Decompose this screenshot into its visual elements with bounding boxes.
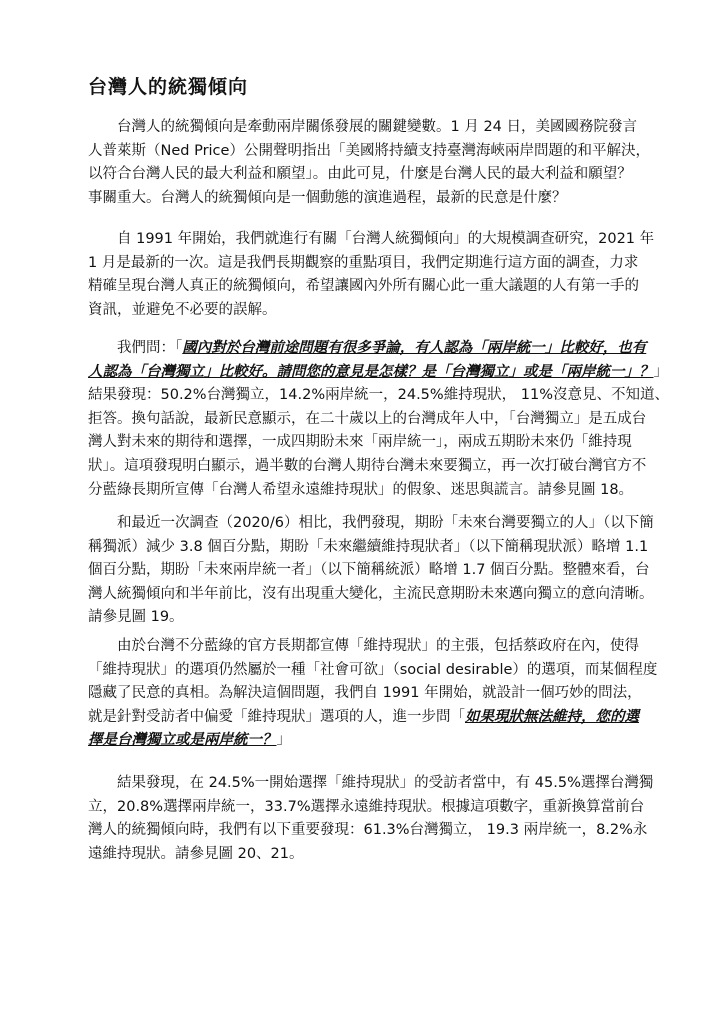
text-line: 隱藏了民意的真相。為解決這個問題，我們自 1991 年開始，就設計一個巧妙的問法， xyxy=(88,685,642,702)
text-line: 立，20.8%選擇兩岸統一，33.7%選擇永遠維持現狀。根據這項數字，重新換算當前台 xyxy=(88,798,645,815)
text-line xyxy=(88,729,648,753)
text-line: 資訊，並避免不必要的誤解。 xyxy=(88,301,277,318)
follow-up-question-emphasis: 如果現狀無法維持，您的選 xyxy=(465,708,639,725)
text-line: 灣人的統獨傾向時，我們有以下重要發現：61.3%台灣獨立， 19.3 兩岸統一，8.2%永 xyxy=(88,822,648,839)
text-fragment: 」 xyxy=(653,363,668,380)
text-fragment: 」 xyxy=(276,732,291,749)
paragraph-methodology xyxy=(88,635,658,753)
text-line: 灣人對未來的期待和選擇，一成四期盼未來「兩岸統一」，兩成五期盼未來仍「維持現 xyxy=(88,434,632,451)
text-line: 自 1991 年開始，我們就進行有關「台灣人統獨傾向」的大規模調查研究，2021 年 xyxy=(88,231,655,247)
survey-question-emphasis: 人認為「台灣獨立」比較好。請問您的意見是怎樣？是「台灣獨立」或是「兩岸統一」？ xyxy=(88,363,654,380)
paragraph-comparison xyxy=(88,512,654,630)
text-line: 結果發現，在 24.5%一開始選擇「維持現狀」的受訪者當中，有 45.5%選擇台灣獨 xyxy=(88,775,654,791)
text-line: 1 月是最新的一次。這是我們長期觀察的重點項目，我們定期進行這方面的調查，力求 xyxy=(88,254,639,271)
text-line: 狀」。這項發現明白顯示，過半數的台灣人期待台灣未來要獨立，再一次打破台灣官方不 xyxy=(88,457,647,474)
text-line: 分藍綠長期所宣傳「台灣人希望永遠維持現狀」的假象、迷思與謊言。請參見圖 18。 xyxy=(88,481,634,498)
text-line: 稱獨派）減少 3.8 個百分點，期盼「未來繼續維持現狀者」（以下簡稱現狀派）略增 1.1 xyxy=(88,538,649,555)
text-line: 拒答。換句話說，最新民意顯示，在二十歲以上的台灣成年人中，「台灣獨立」是五成台 xyxy=(88,410,647,427)
paragraph-intro xyxy=(88,116,648,210)
text-line: 個百分點，期盼「未來兩岸統一者」（以下簡稱統派）略增 1.7 個百分點。整體來看，台 xyxy=(88,562,650,579)
text-line xyxy=(88,337,648,361)
text-line: 「維持現狀」的選項仍然屬於一種「社會可欲」（social desirable）的選項，而某個程度 xyxy=(88,661,658,678)
text-line: 請參見圖 19。 xyxy=(88,609,184,626)
text-line xyxy=(88,361,668,385)
paragraph-survey-history xyxy=(88,228,655,322)
follow-up-question-emphasis: 擇是台灣獨立或是兩岸統一？ xyxy=(88,732,277,749)
text-line: 遠維持現狀。請參見圖 20、21。 xyxy=(88,845,304,862)
page-title: 台灣人的統獨傾向 xyxy=(88,76,249,98)
text-line: 灣人統獨傾向和半年前比，沒有出現重大變化，主流民意期盼未來邁向獨立的意向清晰。 xyxy=(88,585,654,602)
text-line: 精確呈現台灣人真正的統獨傾向，希望讓國內外所有關心此一重大議題的人有第一手的 xyxy=(88,278,639,295)
text-line xyxy=(88,706,648,730)
text-fragment: 就是針對受訪者中偏愛「維持現狀」選項的人，進一步問「 xyxy=(88,708,465,725)
survey-question-emphasis: 國內對於台灣前途問題有很多爭論，有人認為「兩岸統一」比較好，也有 xyxy=(182,340,647,356)
paragraph-question-results xyxy=(88,337,670,502)
text-line: 台灣人的統獨傾向是牽動兩岸關係發展的關鍵變數。1 月 24 日，美國國務院發言 xyxy=(88,119,638,135)
text-line: 事關重大。台灣人的統獨傾向是一個動態的演進過程，最新的民意是什麼？ xyxy=(88,189,567,206)
text-line: 以符合台灣人民的最大利益和願望」。由此可見，什麼是台灣人民的最大利益和願望？ xyxy=(88,166,632,183)
text-fragment: 我們問：「 xyxy=(88,340,183,356)
text-line: 結果發現：50.2%台灣獨立，14.2%兩岸統一，24.5%維持現狀， 11%沒意見、不知道、 xyxy=(88,387,670,404)
text-line: 人普萊斯（Ned Price）公開聲明指出「美國將持續支持臺灣海峽兩岸問題的和平解決， xyxy=(88,142,650,159)
text-line: 由於台灣不分藍綠的官方長期都宣傳「維持現狀」的主張，包括蔡政府在內，使得 xyxy=(88,638,639,654)
paragraph-final-results xyxy=(88,772,654,866)
text-line: 和最近一次調查（2020/6）相比，我們發現，期盼「未來台灣要獨立的人」（以下簡 xyxy=(88,515,654,531)
